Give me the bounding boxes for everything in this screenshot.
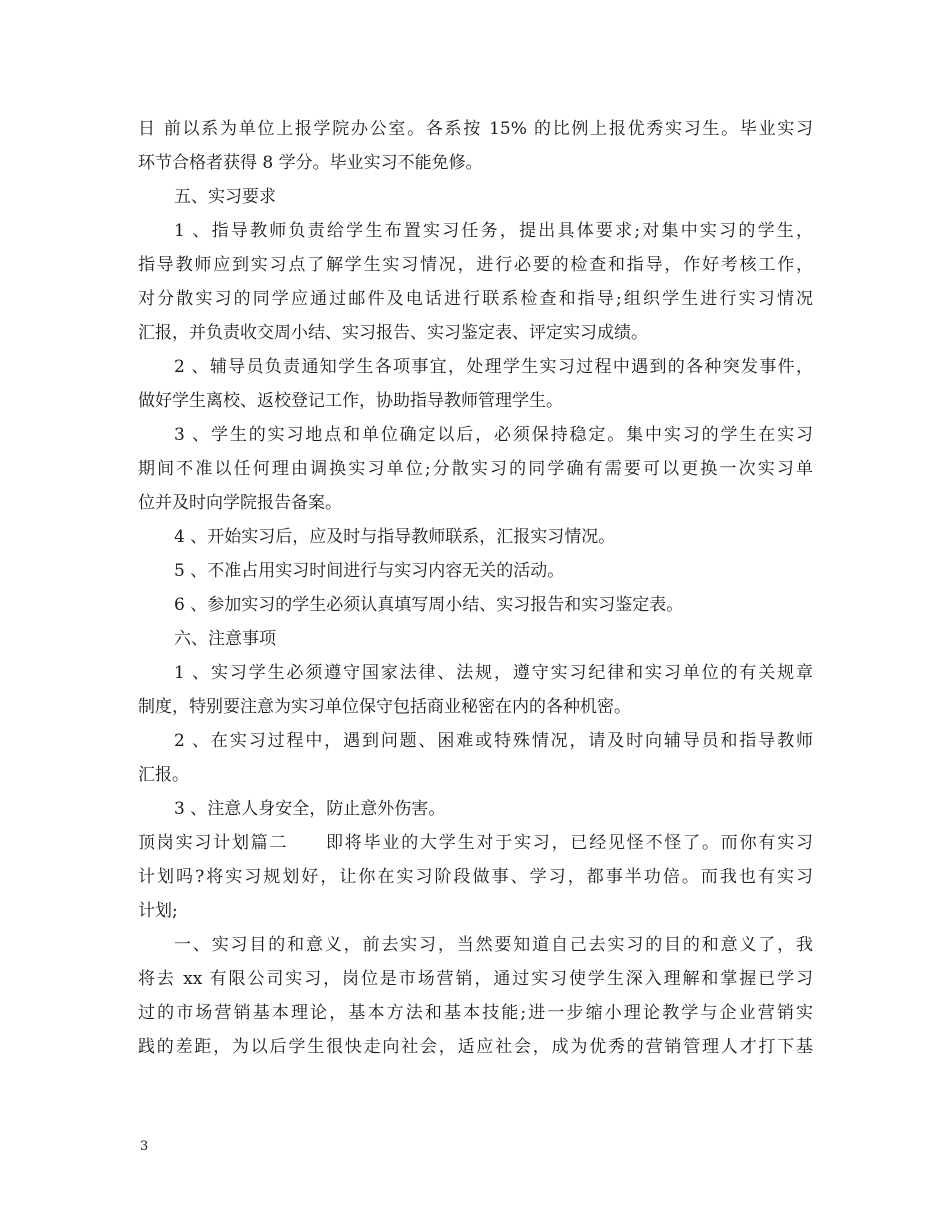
- text-line: 过的市场营销基本理论，基本方法和基本技能;进一步缩小理论教学与企业营销实: [138, 1003, 813, 1023]
- text-line: 计划吗?将实习规划好，让你在实习阶段做事、学习，都事半功倍。而我也有实习: [138, 867, 813, 887]
- text-line: 一、实习目的和意义，前去实习，当然要知道自己去实习的目的和意义了，我: [174, 935, 813, 955]
- text-line: 做好学生离校、返校登记工作，协助指导教师管理学生。: [138, 391, 563, 411]
- page-number: 3: [140, 1139, 149, 1154]
- text-line: 期间不准以任何理由调换实习单位;分散实习的同学确有需要可以更换一次实习单: [138, 459, 813, 479]
- text-line: 2 、辅导员负责通知学生各项事宜，处理学生实习过程中遇到的各种突发事件，: [174, 357, 813, 377]
- text-line: 4 、开始实习后，应及时与指导教师联系，汇报实习情况。: [174, 527, 616, 547]
- text-line: 3 、学生的实习地点和单位确定以后，必须保持稳定。集中实习的学生在实习: [174, 425, 813, 445]
- text-line: 将去 xx 有限公司实习，岗位是市场营销，通过实习使学生深入理解和掌握已学习: [138, 969, 813, 989]
- text-line: 践的差距，为以后学生很快走向社会，适应社会，成为优秀的营销管理人才打下基: [138, 1037, 813, 1057]
- body-text: [138, 112, 813, 1064]
- text-line: 汇报。: [138, 765, 189, 785]
- text-line: 2 、在实习过程中，遇到问题、困难或特殊情况，请及时向辅导员和指导教师: [174, 731, 813, 751]
- text-line: 环节合格者获得 8 学分。毕业实习不能免修。: [138, 153, 483, 173]
- text-line: 顶岗实习计划篇二 即将毕业的大学生对于实习，已经见怪不怪了。而你有实习: [138, 833, 813, 853]
- text-line: 计划;: [138, 901, 178, 921]
- text-line: 3 、注意人身安全，防止意外伤害。: [174, 799, 446, 819]
- text-line: 位并及时向学院报告备案。: [138, 493, 342, 513]
- text-line: 汇报，并负责收交周小结、实习报告、实习鉴定表、评定实习成绩。: [138, 323, 648, 343]
- text-line: 制度，特别要注意为实习单位保守包括商业秘密在内的各种机密。: [138, 697, 631, 717]
- text-line: 日 前以系为单位上报学院办公室。各系按 15% 的比例上报优秀实习生。毕业实习: [138, 119, 813, 139]
- text-line: 1 、指导教师负责给学生布置实习任务，提出具体要求;对集中实习的学生，: [174, 221, 813, 241]
- text-line: 指导教师应到实习点了解学生实习情况，进行必要的检查和指导，作好考核工作，: [138, 255, 813, 275]
- text-line: 1 、实习学生必须遵守国家法律、法规，遵守实习纪律和实习单位的有关规章: [174, 663, 813, 683]
- text-line: 5 、不准占用实习时间进行与实习内容无关的活动。: [174, 561, 565, 581]
- text-line: 对分散实习的同学应通过邮件及电话进行联系检查和指导;组织学生进行实习情况: [138, 289, 813, 309]
- text-line: 六、注意事项: [174, 629, 276, 649]
- text-line: 五、实习要求: [174, 187, 276, 207]
- text-line: 6 、参加实习的学生必须认真填写周小结、实习报告和实习鉴定表。: [174, 595, 684, 615]
